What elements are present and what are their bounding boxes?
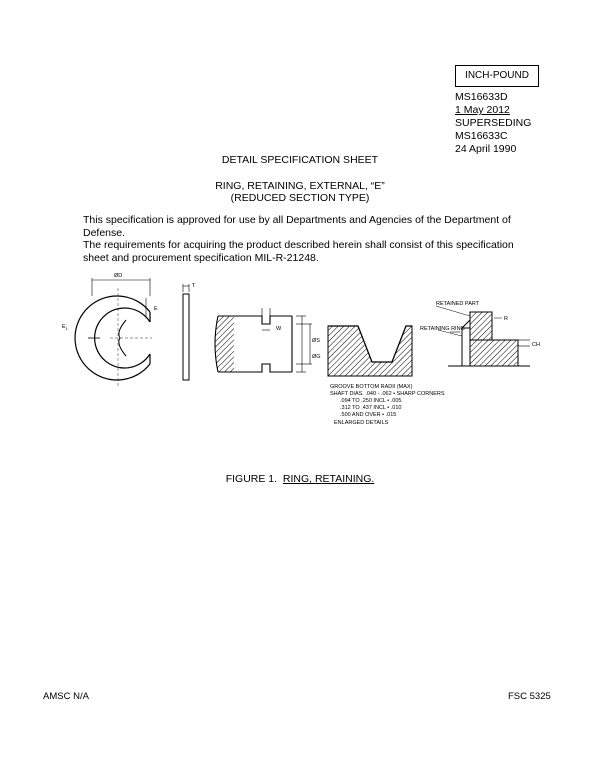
- requirements-paragraph: The requirements for acquiring the product described herein shall consist of this specification sheet and procurement specification MIL-R-21248.: [83, 239, 514, 264]
- od-label: ØD: [114, 273, 123, 279]
- note-line: .312 TO .437 INCL • .010: [340, 405, 402, 411]
- footer-amsc: AMSC N/A: [43, 691, 89, 702]
- retained-part-label: RETAINED PART: [436, 301, 480, 307]
- previous-document-date: 24 April 1990: [455, 143, 517, 155]
- approval-paragraph: This specification is approved for use by all Departments and Agencies of the Department of Defense.: [83, 214, 511, 239]
- e1-label: [62, 324, 69, 331]
- e-label: E: [154, 306, 158, 312]
- sheet-type-title: DETAIL SPECIFICATION SHEET: [221, 154, 379, 166]
- figure-1-drawing: [0, 268, 600, 448]
- ch-label: CH: [532, 342, 540, 348]
- figure-caption: [0, 473, 600, 485]
- document-number: MS16633D: [455, 91, 508, 103]
- g-label: ØG: [312, 354, 321, 360]
- item-title-line1: RING, RETAINING, EXTERNAL, “E”: [215, 180, 385, 192]
- note-line: SHAFT DIAS. .040 - .062 • SHARP CORNERS: [330, 391, 445, 397]
- note-line: .094 TO .250 INCL • .005: [340, 398, 402, 404]
- t-label: T: [192, 283, 196, 289]
- s-label: ØS: [312, 338, 320, 344]
- inch-pound-box: INCH-POUND: [455, 65, 539, 87]
- groove-notes: [330, 384, 445, 426]
- e1-label-letter: E: [62, 324, 66, 330]
- retained-part-detail: [436, 306, 530, 366]
- previous-document-number: MS16633C: [455, 130, 508, 142]
- note-line: .500 AND OVER • .015: [340, 412, 397, 418]
- shaft-groove-view: [215, 308, 312, 372]
- e-ring-edge-view: [183, 284, 189, 380]
- w-label: W: [276, 326, 282, 332]
- groove-detail-view: [328, 326, 412, 376]
- item-title-line2: (REDUCED SECTION TYPE): [230, 192, 370, 204]
- r-label: R: [504, 316, 508, 322]
- figure-caption-prefix: FIGURE 1.: [225, 473, 278, 485]
- enlarged-details-label: ENLARGED DETAILS: [334, 420, 389, 426]
- document-date: 1 May 2012: [455, 104, 510, 116]
- footer-fsc: FSC 5325: [508, 691, 551, 702]
- note-line: GROOVE BOTTOM RADII (MAX): [330, 384, 413, 390]
- superseding-label: SUPERSEDING: [455, 117, 532, 129]
- e1-label-sub: 1: [65, 326, 68, 331]
- e-ring-front-view: [75, 278, 152, 386]
- retaining-ring-label: RETAINING RING: [420, 326, 465, 332]
- item-title: [0, 180, 600, 204]
- document-number-block: [455, 91, 531, 156]
- figure-caption-title: RING, RETAINING.: [282, 473, 375, 485]
